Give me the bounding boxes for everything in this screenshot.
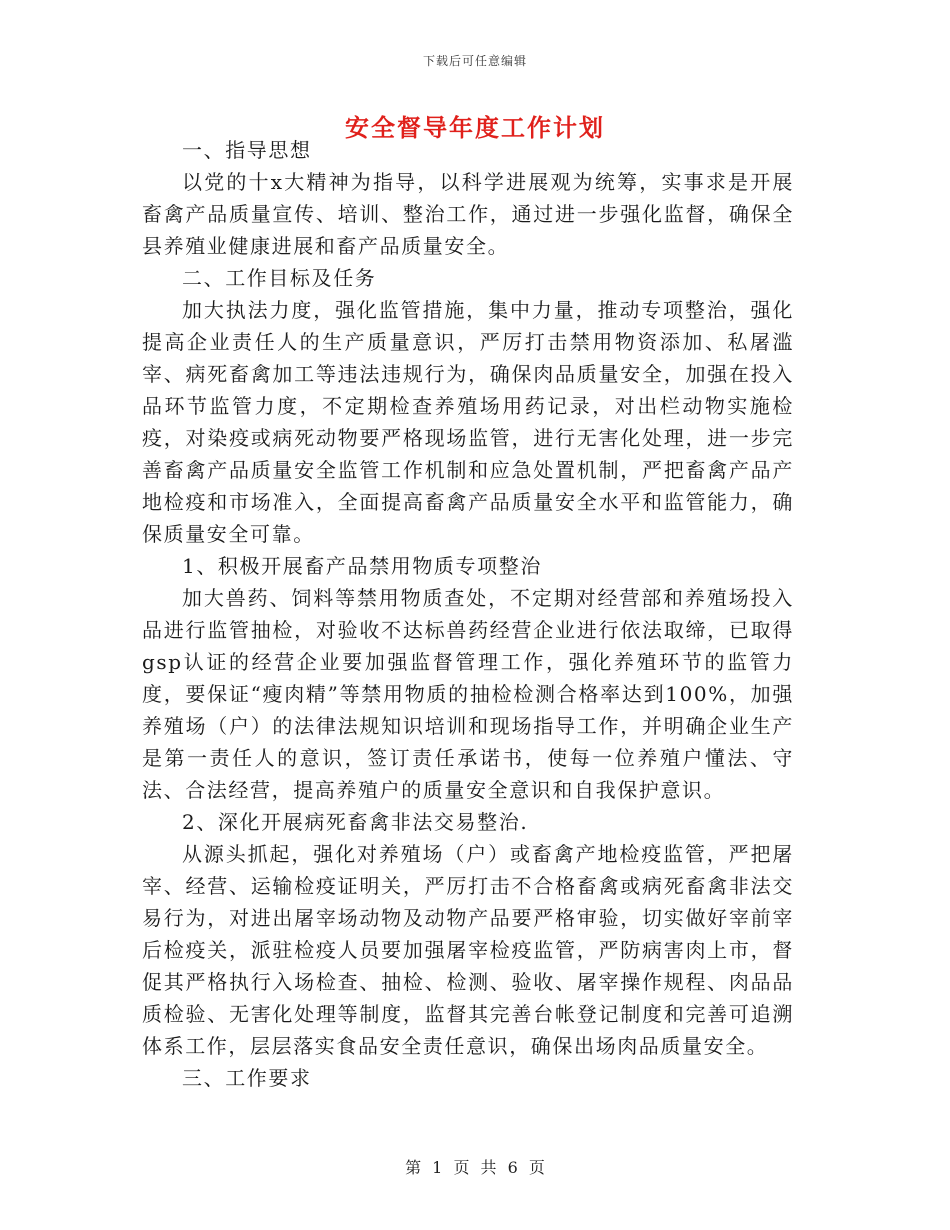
document-title: 安全督导年度工作计划 <box>345 113 605 142</box>
subheading-banned-substances: 1、积极开展畜产品禁用物质专项整治 <box>182 554 542 578</box>
document-body <box>142 134 794 1094</box>
page-footer: 第 1 页 共 6 页 <box>405 1158 545 1177</box>
section-heading-work-requirements: 三、工作要求 <box>182 1066 312 1090</box>
section-heading-goals-tasks: 二、工作目标及任务 <box>182 266 377 290</box>
subheading-illegal-trade: 2、深化开展病死畜禽非法交易整治. <box>182 810 529 834</box>
paragraph-goals-tasks: 加大执法力度，强化监管措施，集中力量，推动专项整治，强化提高企业责任人的生产质量意识，严厉打击禁用物资添加、私屠滥宰、病死畜禽加工等违法违规行为，确保肉品质量安全，加强在投入品环节监管力度，不定期检查养殖场用药记录，对出栏动物实施检疫，对染疫或病死动物要严格现场监管，进行无害化处理，进一步完善畜禽产品质量安全监管工作机制和应急处置机制，严把畜禽产品产地检疫和市场准入，全面提高畜禽产品质量安全水平和监管能力，确保质量安全可靠。 <box>142 298 794 546</box>
paragraph-banned-substances: 加大兽药、饲料等禁用物质查处，不定期对经营部和养殖场投入品进行监管抽检，对验收不达标兽药经营企业进行依法取缔，已取得gsp认证的经营企业要加强监督管理工作，强化养殖环节的监管力度，要保证“瘦肉精”等禁用物质的抽检检测合格率达到100%，加强养殖场（户）的法律法规知识培训和现场指导工作，并明确企业生产是第一责任人的意识，签订责任承诺书，使每一位养殖户懂法、守法、合法经营，提高养殖户的质量安全意识和自我保护意识。 <box>142 586 794 802</box>
section-heading-guiding-thought: 一、指导思想 <box>182 138 312 162</box>
page-header: 下载后可任意编辑 <box>422 54 527 68</box>
paragraph-illegal-trade: 从源头抓起，强化对养殖场（户）或畜禽产地检疫监管，严把屠宰、经营、运输检疫证明关，严厉打击不合格畜禽或病死畜禽非法交易行为，对进出屠宰场动物及动物产品要严格审验，切实做好宰前宰后检疫关，派驻检疫人员要加强屠宰检疫监管，严防病害肉上市，督促其严格执行入场检查、抽检、检测、验收、屠宰操作规程、肉品品质检验、无害化处理等制度，监督其完善台帐登记制度和完善可追溯体系工作，层层落实食品安全责任意识，确保出场肉品质量安全。 <box>142 842 794 1058</box>
paragraph-guiding-thought: 以党的十x大精神为指导，以科学进展观为统筹，实事求是开展畜禽产品质量宣传、培训、整治工作，通过进一步强化监督，确保全县养殖业健康进展和畜产品质量安全。 <box>142 170 794 258</box>
